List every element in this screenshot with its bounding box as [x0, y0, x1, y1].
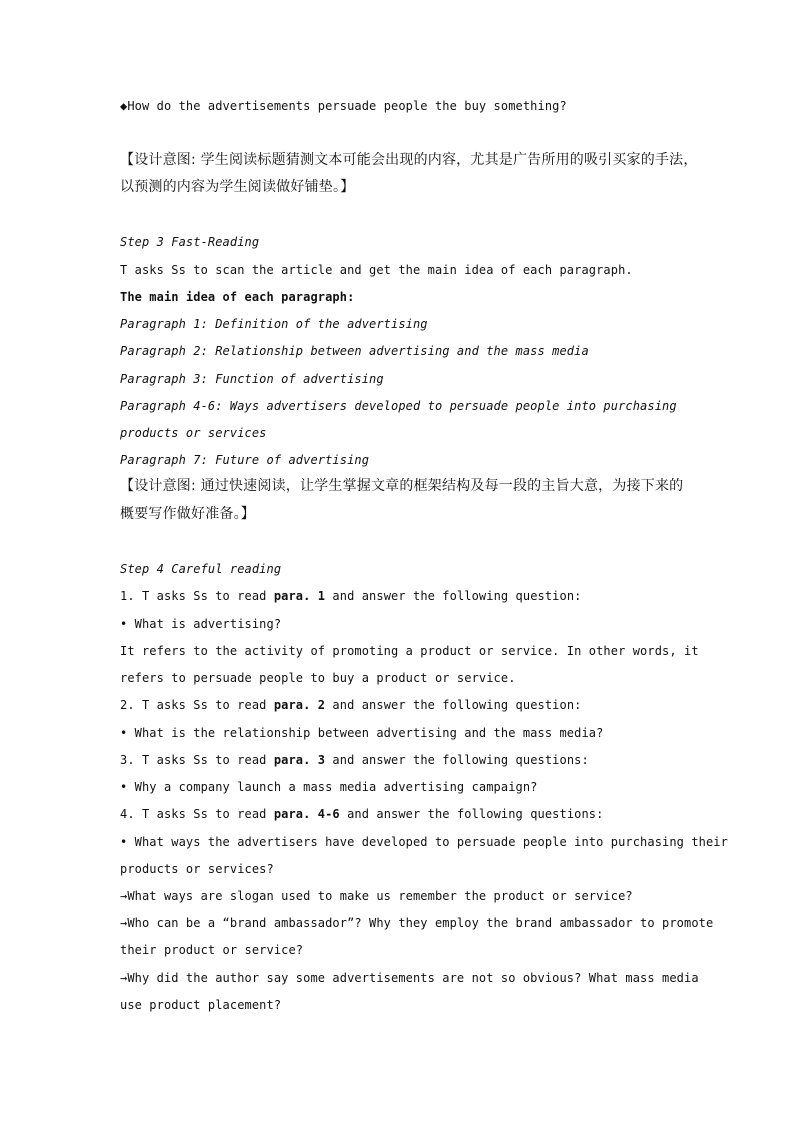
- step4-item-1-answer-line-1: It refers to the activity of promoting a product or service. In other words, it: [120, 644, 699, 658]
- item-text: and answer the following question:: [325, 698, 582, 712]
- step4-item-2-question: • What is the relationship between advertising and the mass media?: [120, 726, 604, 740]
- intro-question-text: How do the advertisements persuade people the buy something?: [127, 99, 567, 113]
- step4-item-4-subquestion-1: →What ways are slogan used to make us remember the product or service?: [120, 889, 633, 903]
- step4-item-3-question: • Why a company launch a mass media advertising campaign?: [120, 780, 538, 794]
- step4-item-1-question: • What is advertising?: [120, 617, 282, 631]
- para-ref: para. 3: [273, 753, 326, 767]
- paragraph-main-idea-4-6-line-1: Paragraph 4-6: Ways advertisers developed to persuade people into purchasing: [120, 399, 677, 413]
- design-note-1-line-1: 【设计意图: 学生阅读标题猜测文本可能会出现的内容，尤其是广告所用的吸引买家的手法，: [120, 152, 698, 168]
- item-text: 3. T asks Ss to read: [120, 753, 274, 767]
- design-note-2-line-2: 概要写作做好准备。】: [120, 506, 255, 522]
- step4-item-3: [120, 752, 676, 768]
- item-text: 4. T asks Ss to read: [120, 807, 274, 821]
- step3-subheading: The main idea of each paragraph:: [120, 290, 355, 304]
- item-text: and answer the following questions:: [325, 753, 589, 767]
- step4-item-4-subquestion-2-line-2: their product or service?: [120, 943, 304, 957]
- step4-item-4: [120, 806, 676, 822]
- step4-item-4-question-line-2: products or services?: [120, 862, 274, 876]
- step4-item-1: [120, 588, 676, 604]
- paragraph-main-idea-1: Paragraph 1: Definition of the advertising: [120, 317, 428, 331]
- item-text: and answer the following questions:: [339, 807, 604, 821]
- paragraph-main-idea-4-6-line-2: products or services: [120, 426, 267, 440]
- step3-heading: Step 3 Fast-Reading: [120, 235, 260, 249]
- step3-instruction: T asks Ss to scan the article and get the main idea of each paragraph.: [120, 263, 633, 277]
- paragraph-main-idea-7: Paragraph 7: Future of advertising: [120, 453, 370, 467]
- design-note-1-line-2: 以预测的内容为学生阅读做好铺垫。】: [120, 179, 355, 195]
- item-text: 2. T asks Ss to read: [120, 698, 274, 712]
- para-ref: para. 4-6: [273, 807, 340, 821]
- step4-item-4-subquestion-2-line-1: →Who can be a “brand ambassador”? Why they employ the brand ambassador to promote: [120, 916, 714, 930]
- paragraph-main-idea-2: Paragraph 2: Relationship between advertising and the mass media: [120, 344, 589, 358]
- step4-item-4-subquestion-3-line-2: use product placement?: [120, 998, 282, 1012]
- para-ref: para. 1: [273, 589, 326, 603]
- intro-question: [120, 98, 676, 114]
- step4-item-2: [120, 697, 676, 713]
- diamond-bullet-icon: ◆: [120, 99, 128, 113]
- step4-heading: Step 4 Careful reading: [120, 562, 282, 576]
- step4-item-4-subquestion-3-line-1: →Why did the author say some advertisements are not so obvious? What mass media: [120, 971, 699, 985]
- paragraph-main-idea-3: Paragraph 3: Function of advertising: [120, 372, 384, 386]
- para-ref: para. 2: [273, 698, 326, 712]
- item-text: and answer the following question:: [325, 589, 582, 603]
- step4-item-4-question-line-1: • What ways the advertisers have developed to persuade people into purchasing their: [120, 835, 728, 849]
- step4-item-1-answer-line-2: refers to persuade people to buy a product or service.: [120, 671, 516, 685]
- design-note-2-line-1: 【设计意图: 通过快速阅读，让学生掌握文章的框架结构及每一段的主旨大意，为接下来的: [120, 478, 684, 494]
- item-text: 1. T asks Ss to read: [120, 589, 274, 603]
